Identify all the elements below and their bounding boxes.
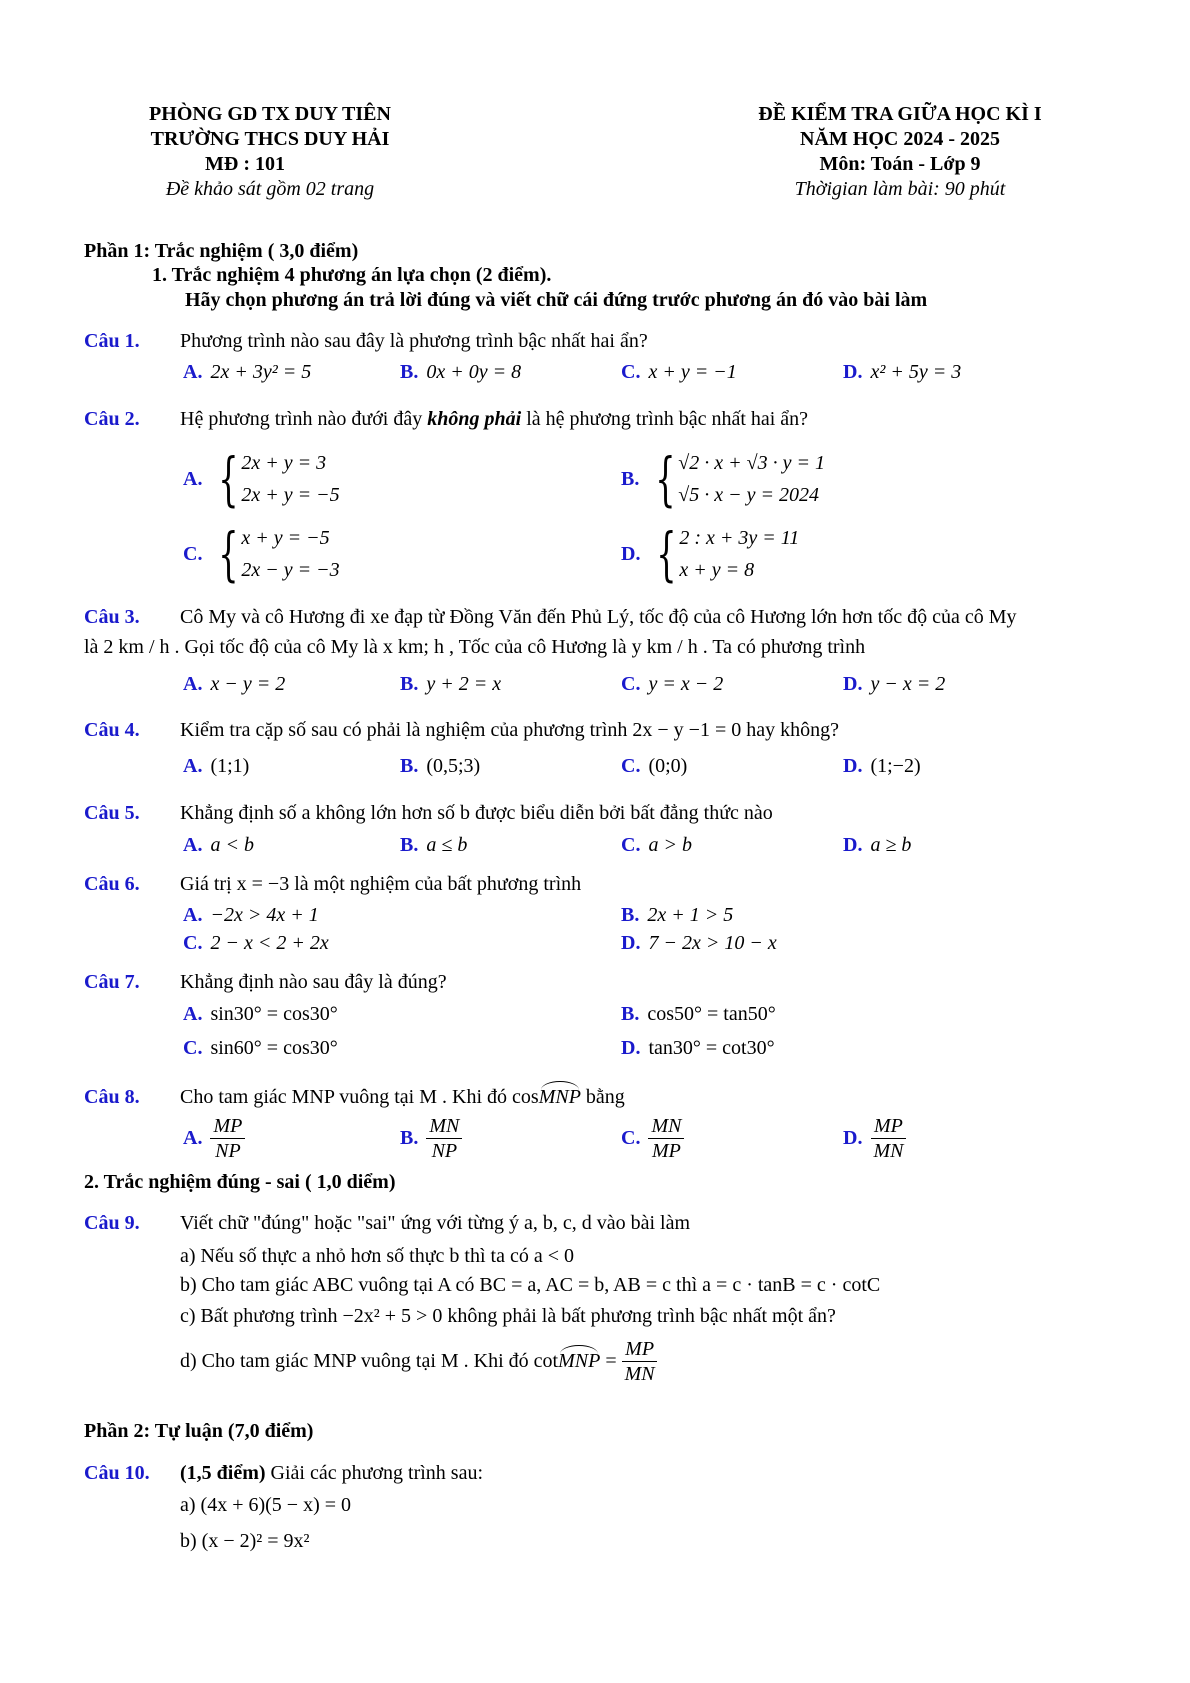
q1-number: Câu 1. (84, 330, 140, 352)
q8-number: Câu 8. (84, 1086, 140, 1108)
q5-option-a: A. a < b (183, 834, 254, 856)
q4-option-a: A. (1;1) (183, 755, 250, 777)
q6-option-a: A. −2x > 4x + 1 (183, 904, 319, 926)
q7-option-c: C. sin60° = cos30° (183, 1037, 338, 1059)
part1-title: Phần 1: Trắc nghiệm ( 3,0 điểm) (84, 240, 359, 262)
q5-number: Câu 5. (84, 802, 140, 824)
school-year: NĂM HỌC 2024 - 2025 (800, 128, 1000, 150)
q5-option-b: B. a ≤ b (400, 834, 468, 856)
q9-statement-d: d) Cho tam giác MNP vuông tại M . Khi đó cotMNP = $\frac{MP}{MN}$ (180, 1337, 658, 1386)
q8-option-d: D. $\frac{MP}{MN}$ (843, 1114, 906, 1163)
q10-part-b: b) (x − 2)² = 9x² (180, 1530, 310, 1552)
q3-option-b: B. y + 2 = x (400, 673, 502, 695)
q1-text: Phương trình nào sau đây là phương trình bậc nhất hai ẩn? (180, 330, 648, 352)
q6-number: Câu 6. (84, 873, 140, 895)
q4-text: Kiểm tra cặp số sau có phải là nghiệm của phương trình 2x − y −1 = 0 hay không? (180, 719, 839, 741)
section2-title: 2. Trắc nghiệm đúng - sai ( 1,0 diểm) (84, 1171, 396, 1193)
q2-option-a: A. { 2x + y = 3 2x + y = −5 (183, 445, 340, 513)
q6-option-c: C. 2 − x < 2 + 2x (183, 932, 329, 954)
subject: Môn: Toán - Lớp 9 (819, 153, 981, 175)
q9-statement-a: a) Nếu số thực a nhỏ hơn số thực b thì ta có a < 0 (180, 1245, 575, 1267)
q2-option-d: D. { 2 : x + 3y = 11 x + y = 8 (621, 520, 800, 588)
school-office: PHÒNG GD TX DUY TIÊN (149, 103, 391, 125)
q7-text: Khẳng định nào sau đây là đúng? (180, 971, 447, 993)
q4-number: Câu 4. (84, 719, 140, 741)
q3-option-c: C. y = x − 2 (621, 673, 724, 695)
q4-option-d: D. (1;−2) (843, 755, 921, 777)
q5-option-c: C. a > b (621, 834, 692, 856)
q9-text: Viết chữ "đúng" hoặc "sai" ứng với từng ý a, b, c, d vào bài làm (180, 1212, 690, 1234)
q10-text: (1,5 điểm) Giải các phương trình sau: (180, 1462, 484, 1484)
q9-statement-c: c) Bất phương trình −2x² + 5 > 0 không phải là bất phương trình bậc nhất một ẩn? (180, 1305, 836, 1327)
q5-text: Khẳng định số a không lớn hơn số b được biểu diễn bởi bất đẳng thức nào (180, 802, 773, 824)
q1-option-a: A. 2x + 3y² = 5 (183, 361, 312, 383)
exam-code: MĐ : 101 (205, 153, 285, 175)
q9-statement-b: b) Cho tam giác ABC vuông tại A có BC = a, AC = b, AB = c thì a = c · tanB = c · cotC (180, 1274, 881, 1296)
q2-option-b: B. { √2 · x + √3 · y = 1 √5 · x − y = 2024 (621, 445, 825, 513)
q7-number: Câu 7. (84, 971, 140, 993)
q1-option-b: B. 0x + 0y = 8 (400, 361, 522, 383)
q7-option-d: D. tan30° = cot30° (621, 1037, 775, 1059)
q8-option-b: B. $\frac{MN}{NP}$ (400, 1114, 462, 1163)
section1-title: 1. Trắc nghiệm 4 phương án lựa chọn (2 điểm). (152, 264, 552, 286)
q2-text: Hệ phương trình nào đưới đây không phải là hệ phương trình bậc nhất hai ẩn? (180, 408, 809, 430)
part2-title: Phần 2: Tự luận (7,0 điểm) (84, 1420, 314, 1442)
q10-part-a: a) (4x + 6)(5 − x) = 0 (180, 1494, 352, 1516)
q1-option-c: C. x + y = −1 (621, 361, 737, 383)
q8-text: Cho tam giác MNP vuông tại M . Khi đó cosMNP bằng (180, 1086, 625, 1108)
q1-option-d: D. x² + 5y = 3 (843, 361, 962, 383)
page-count-note: Đề khảo sát gồm 02 trang (165, 178, 375, 200)
time-limit: Thờigian làm bài: 90 phút (794, 178, 1006, 200)
school-name: TRƯỜNG THCS DUY HẢI (150, 128, 390, 150)
q8-option-a: A. $\frac{MP}{NP}$ (183, 1114, 245, 1163)
q10-number: Câu 10. (84, 1462, 150, 1484)
q4-option-c: C. (0;0) (621, 755, 688, 777)
q2-option-c: C. { x + y = −5 2x − y = −3 (183, 520, 340, 588)
instruction: Hãy chọn phương án trả lời đúng và viết chữ cái đứng trước phương án đó vào bài làm (185, 289, 928, 311)
q5-option-d: D. a ≥ b (843, 834, 912, 856)
q7-option-a: A. sin30° = cos30° (183, 1003, 338, 1025)
q2-number: Câu 2. (84, 408, 140, 430)
q3-text-line2: là 2 km / h . Gọi tốc độ của cô My là x km; h , Tốc của cô Hương là y km / h . Ta có phương trình (84, 636, 866, 658)
q7-option-b: B. cos50° = tan50° (621, 1003, 776, 1025)
q8-option-c: C. $\frac{MN}{MP}$ (621, 1114, 684, 1163)
q6-option-b: B. 2x + 1 > 5 (621, 904, 734, 926)
q6-text: Giá trị x = −3 là một nghiệm của bất phương trình (180, 873, 582, 895)
q3-number: Câu 3. (84, 606, 140, 628)
q3-option-a: A. x − y = 2 (183, 673, 286, 695)
q6-option-d: D. 7 − 2x > 10 − x (621, 932, 777, 954)
q3-text-line1: Cô My và cô Hương đi xe đạp từ Đồng Văn đến Phủ Lý, tốc độ của cô Hương lớn hơn tốc độ của cô My (180, 606, 1017, 628)
exam-title: ĐỀ KIỂM TRA GIỮA HỌC KÌ I (758, 103, 1042, 125)
q3-option-d: D. y − x = 2 (843, 673, 946, 695)
q9-number: Câu 9. (84, 1212, 140, 1234)
q4-option-b: B. (0,5;3) (400, 755, 481, 777)
